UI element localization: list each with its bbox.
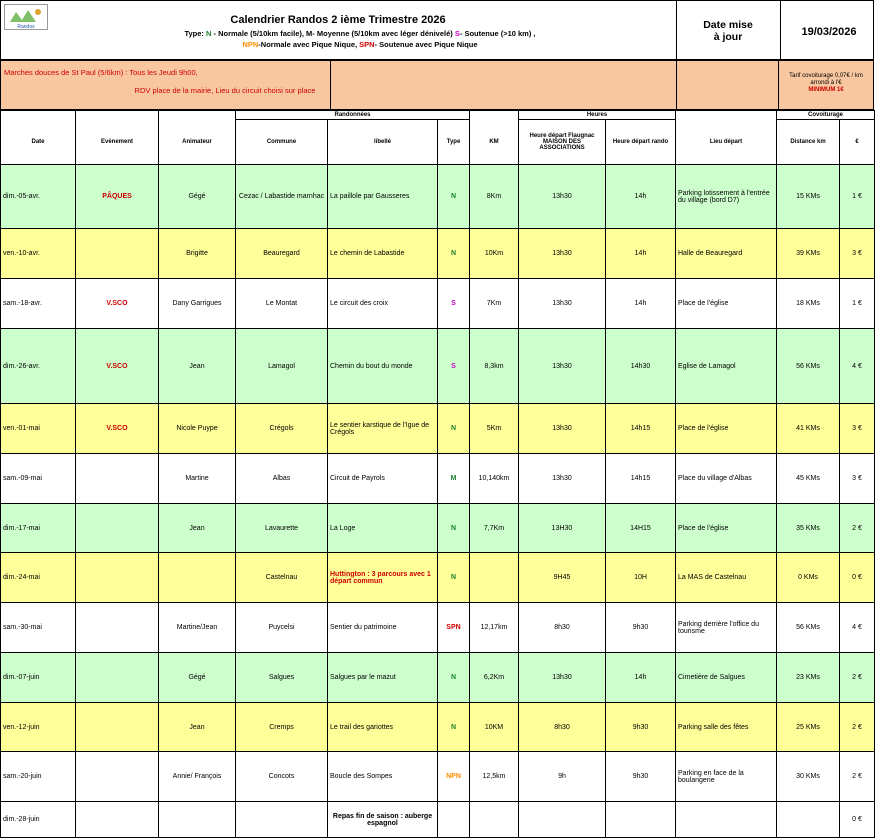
cell-libelle: Le trail des gariottes — [328, 703, 438, 752]
cell-distance: 23 KMs — [777, 653, 840, 703]
cell-km: 5Km — [470, 404, 519, 454]
svg-text:Randos: Randos — [17, 24, 35, 30]
cell-type: SPN — [438, 603, 470, 653]
cell-evenement — [76, 802, 159, 838]
table-row — [1, 504, 875, 553]
cell-animateur — [159, 553, 236, 603]
group-covoiturage: Covoiturage — [777, 111, 875, 120]
cell-depart-rando: 14H15 — [606, 504, 676, 553]
cell-type: N — [438, 165, 470, 229]
legend-part: - Soutenue avec Pique Nique — [374, 40, 478, 49]
legend-part: SPN — [359, 40, 375, 49]
cell-type: S — [438, 279, 470, 329]
cell-depart-rando: 14h15 — [606, 404, 676, 454]
banner-borders — [0, 60, 874, 110]
cell-libelle: Le circuit des croix — [328, 279, 438, 329]
table-row — [1, 703, 875, 752]
cell-depart-rando: 14h30 — [606, 329, 676, 404]
cell-distance: 30 KMs — [777, 752, 840, 802]
table-row — [1, 802, 875, 838]
cell-evenement: PÂQUES — [76, 165, 159, 229]
cell-commune: Concots — [236, 752, 328, 802]
table-body — [1, 165, 875, 838]
cell-distance: 0 KMs — [777, 553, 840, 603]
cell-euro: 3 € — [840, 229, 875, 279]
cell-euro: 1 € — [840, 279, 875, 329]
cell-euro: 1 € — [840, 165, 875, 229]
cell-euro: 2 € — [840, 653, 875, 703]
legend-part: - Normale (5/10km facile), M- Moyenne (5/10km avec léger dénivelé) — [211, 29, 455, 38]
cell-animateur: Brigitte — [159, 229, 236, 279]
table-row — [1, 329, 875, 404]
cell-lieu-depart: Halle de Beauregard — [676, 229, 777, 279]
cell-depart-flaugnac: 9H45 — [519, 553, 606, 603]
cell-commune: Salgues — [236, 653, 328, 703]
table-row — [1, 279, 875, 329]
cell-date: ven.-01-mai — [1, 404, 76, 454]
cell-depart-flaugnac: 13h30 — [519, 165, 606, 229]
cell-distance: 25 KMs — [777, 703, 840, 752]
col-depart-flaugnac: Heure départ Flaugnac MAISON DES ASSOCIATIONS — [519, 120, 606, 165]
cell-lieu-depart: Place de l'église — [676, 404, 777, 454]
banner-rdv: RDV place de la mairie, Lieu du circuit choisi sur place — [134, 86, 316, 95]
group-randonnees: Randonnées — [236, 111, 470, 120]
cell-depart-flaugnac: 13h30 — [519, 229, 606, 279]
cell-animateur: Martine — [159, 454, 236, 504]
legend-part: -Normale avec Pique Nique, — [258, 40, 360, 49]
cell-libelle: Sentier du patrimoine — [328, 603, 438, 653]
cell-depart-flaugnac: 13H30 — [519, 504, 606, 553]
cell-date: sam.-20-juin — [1, 752, 76, 802]
cell-depart-rando: 9h30 — [606, 603, 676, 653]
cell-lieu-depart: La MAS de Castelnau — [676, 553, 777, 603]
cell-evenement — [76, 653, 159, 703]
cell-depart-rando: 14h — [606, 653, 676, 703]
col-lieu-depart: Lieu départ — [676, 120, 777, 165]
cell-depart-rando: 14h15 — [606, 454, 676, 504]
col-euro: € — [840, 120, 875, 165]
cell-commune: Albas — [236, 454, 328, 504]
cell-commune: Castelnau — [236, 553, 328, 603]
group-heures: Heures — [519, 111, 676, 120]
cell-euro: 0 € — [840, 802, 875, 838]
cell-euro: 2 € — [840, 504, 875, 553]
cell-distance: 39 KMs — [777, 229, 840, 279]
cell-libelle: Repas fin de saison : auberge espagnol — [328, 802, 438, 838]
cell-commune — [236, 802, 328, 838]
cell-animateur: Gégé — [159, 165, 236, 229]
cell-animateur: Jean — [159, 504, 236, 553]
cell-evenement — [76, 553, 159, 603]
cell-euro: 2 € — [840, 703, 875, 752]
cell-km — [470, 553, 519, 603]
cell-depart-flaugnac: 13h30 — [519, 279, 606, 329]
cell-evenement — [76, 454, 159, 504]
cell-commune: Le Montat — [236, 279, 328, 329]
cell-euro: 3 € — [840, 454, 875, 504]
cell-depart-flaugnac: 8h30 — [519, 603, 606, 653]
cell-distance: 35 KMs — [777, 504, 840, 553]
cell-animateur: Gégé — [159, 653, 236, 703]
header-borders — [0, 0, 874, 60]
cell-evenement — [76, 603, 159, 653]
cell-libelle: Le chemin de Labastide — [328, 229, 438, 279]
cell-lieu-depart: Parking salle des fêtes — [676, 703, 777, 752]
cell-km: 6,2Km — [470, 653, 519, 703]
cell-libelle: Chemin du bout du monde — [328, 329, 438, 404]
cell-lieu-depart: Cimetière de Salgues — [676, 653, 777, 703]
cell-lieu-depart: Parking derrière l'office du tourisme — [676, 603, 777, 653]
cell-evenement — [76, 504, 159, 553]
col-commune: Commune — [236, 120, 328, 165]
cell-animateur: Nicole Puype — [159, 404, 236, 454]
col-depart-rando: Heure départ rando — [606, 120, 676, 165]
cell-depart-flaugnac — [519, 802, 606, 838]
table-row — [1, 603, 875, 653]
cell-distance: 41 KMs — [777, 404, 840, 454]
page-title: Calendrier Randos 2 ième Trimestre 2026 — [230, 14, 446, 26]
cell-lieu-depart — [676, 802, 777, 838]
cell-depart-rando: 9h30 — [606, 703, 676, 752]
covoiturage-tarif: Tarif covoiturage 0,07€ / km arrondi à l'€ MINIMUM 1€ — [789, 73, 863, 93]
cell-type: N — [438, 229, 470, 279]
cell-date: dim.-17-mai — [1, 504, 76, 553]
cell-date: sam.-30-mai — [1, 603, 76, 653]
update-date-label: Date mise à jour — [703, 19, 753, 43]
cell-depart-rando: 14h — [606, 279, 676, 329]
cell-km: 12,5km — [470, 752, 519, 802]
cell-euro: 2 € — [840, 752, 875, 802]
cell-commune: Cremps — [236, 703, 328, 752]
cell-commune: Cezac / Labastide marnhac — [236, 165, 328, 229]
cell-libelle: Circuit de Payrols — [328, 454, 438, 504]
walks-table — [0, 110, 875, 838]
table-row — [1, 653, 875, 703]
cell-type — [438, 802, 470, 838]
cell-km: 8Km — [470, 165, 519, 229]
cell-depart-flaugnac: 8h30 — [519, 703, 606, 752]
info-banner — [0, 60, 874, 110]
cell-animateur: Annie/ François — [159, 752, 236, 802]
legend-part: S — [454, 29, 460, 38]
table-row — [1, 165, 875, 229]
cell-evenement: V.SCO — [76, 279, 159, 329]
table-row — [1, 752, 875, 802]
legend-part: N — [206, 29, 212, 38]
header — [0, 0, 874, 60]
table-group-header — [1, 111, 875, 120]
cell-date: dim.-07-juin — [1, 653, 76, 703]
table-row — [1, 454, 875, 504]
table-header — [1, 120, 875, 165]
cell-euro: 4 € — [840, 603, 875, 653]
cell-libelle: La paillole par Gausseres — [328, 165, 438, 229]
cell-commune: Lamagol — [236, 329, 328, 404]
cell-evenement: V.SCO — [76, 404, 159, 454]
col-evenement: Evènement — [76, 120, 159, 165]
cell-animateur: Martine/Jean — [159, 603, 236, 653]
cell-distance: 18 KMs — [777, 279, 840, 329]
cell-km: 7Km — [470, 279, 519, 329]
cell-libelle: Boucle des Sompes — [328, 752, 438, 802]
cell-date: dim.-26-avr. — [1, 329, 76, 404]
cell-date: dim.-05-avr. — [1, 165, 76, 229]
cell-km — [470, 802, 519, 838]
cell-type: NPN — [438, 752, 470, 802]
cell-depart-flaugnac: 13h30 — [519, 454, 606, 504]
col-animateur: Animateur — [159, 120, 236, 165]
cell-depart-flaugnac: 9h — [519, 752, 606, 802]
cell-animateur: Jean — [159, 329, 236, 404]
cell-distance: 56 KMs — [777, 329, 840, 404]
cell-commune: Lavaurette — [236, 504, 328, 553]
cell-km: 12,17km — [470, 603, 519, 653]
col-distance-km: Distance km — [777, 120, 840, 165]
cell-km: 8,3km — [470, 329, 519, 404]
cell-depart-rando: 14h — [606, 165, 676, 229]
cell-libelle: Salgues par le mazut — [328, 653, 438, 703]
cell-libelle: La Loge — [328, 504, 438, 553]
cell-animateur: Jean — [159, 703, 236, 752]
cell-km: 7,7Km — [470, 504, 519, 553]
cell-date: dim.-28-juin — [1, 802, 76, 838]
cell-type: N — [438, 703, 470, 752]
cell-distance: 15 KMs — [777, 165, 840, 229]
cell-km: 10KM — [470, 703, 519, 752]
cell-euro: 0 € — [840, 553, 875, 603]
cell-type: N — [438, 553, 470, 603]
cell-type: N — [438, 504, 470, 553]
legend-part: Type: — [184, 29, 206, 38]
cell-date: ven.-12-juin — [1, 703, 76, 752]
cell-km: 10,140km — [470, 454, 519, 504]
cell-animateur: Dany Garrigues — [159, 279, 236, 329]
cell-libelle: Huttington : 3 parcours avec 1 départ commun — [328, 553, 438, 603]
cell-distance: 56 KMs — [777, 603, 840, 653]
cell-type: N — [438, 404, 470, 454]
cell-libelle: Le sentier karstique de l'Igue de Crégols — [328, 404, 438, 454]
cell-type: S — [438, 329, 470, 404]
cell-date: sam.-18-avr. — [1, 279, 76, 329]
cell-lieu-depart: Place du village d'Albas — [676, 454, 777, 504]
cell-distance: 45 KMs — [777, 454, 840, 504]
cell-euro: 4 € — [840, 329, 875, 404]
update-date-value: 19/03/2026 — [801, 26, 857, 38]
cell-euro: 3 € — [840, 404, 875, 454]
legend-part: NPN — [242, 40, 259, 49]
col-km: KM — [470, 120, 519, 165]
cell-depart-rando: 14h — [606, 229, 676, 279]
cell-lieu-depart: Parking lotissement à l'entrée du village (bord D7) — [676, 165, 777, 229]
cell-evenement — [76, 752, 159, 802]
cell-depart-rando: 9h30 — [606, 752, 676, 802]
table-row — [1, 553, 875, 603]
table-row — [1, 404, 875, 454]
cell-lieu-depart: Eglise de Lamagol — [676, 329, 777, 404]
cell-evenement — [76, 703, 159, 752]
cell-distance — [777, 802, 840, 838]
cell-lieu-depart: Parking en face de la boulangerie — [676, 752, 777, 802]
cell-type: M — [438, 454, 470, 504]
cell-animateur — [159, 802, 236, 838]
cell-date: ven.-10-avr. — [1, 229, 76, 279]
cell-lieu-depart: Place de l'église — [676, 504, 777, 553]
cell-commune: Crégols — [236, 404, 328, 454]
table-row — [1, 229, 875, 279]
cell-depart-rando: 10H — [606, 553, 676, 603]
cell-type: N — [438, 653, 470, 703]
cell-evenement: V.SCO — [76, 329, 159, 404]
cell-depart-rando — [606, 802, 676, 838]
cell-date: sam.-09-mai — [1, 454, 76, 504]
cell-evenement — [76, 229, 159, 279]
cell-commune: Puycelsi — [236, 603, 328, 653]
col-type: Type — [438, 120, 470, 165]
cell-depart-flaugnac: 13h30 — [519, 404, 606, 454]
col-libelle: libellé — [328, 120, 438, 165]
cell-depart-flaugnac: 13h30 — [519, 329, 606, 404]
banner-marches-douces: Marches douces de St Paul (5/6km) : Tous les Jeudi 9h00, — [4, 68, 198, 77]
cell-date: dim.-24-mai — [1, 553, 76, 603]
cell-km: 10Km — [470, 229, 519, 279]
cell-lieu-depart: Place de l'église — [676, 279, 777, 329]
legend-part: - Soutenue (>10 km) , — [459, 29, 536, 38]
col-date: Date — [1, 120, 76, 165]
cell-depart-flaugnac: 13h30 — [519, 653, 606, 703]
cell-commune: Beauregard — [236, 229, 328, 279]
